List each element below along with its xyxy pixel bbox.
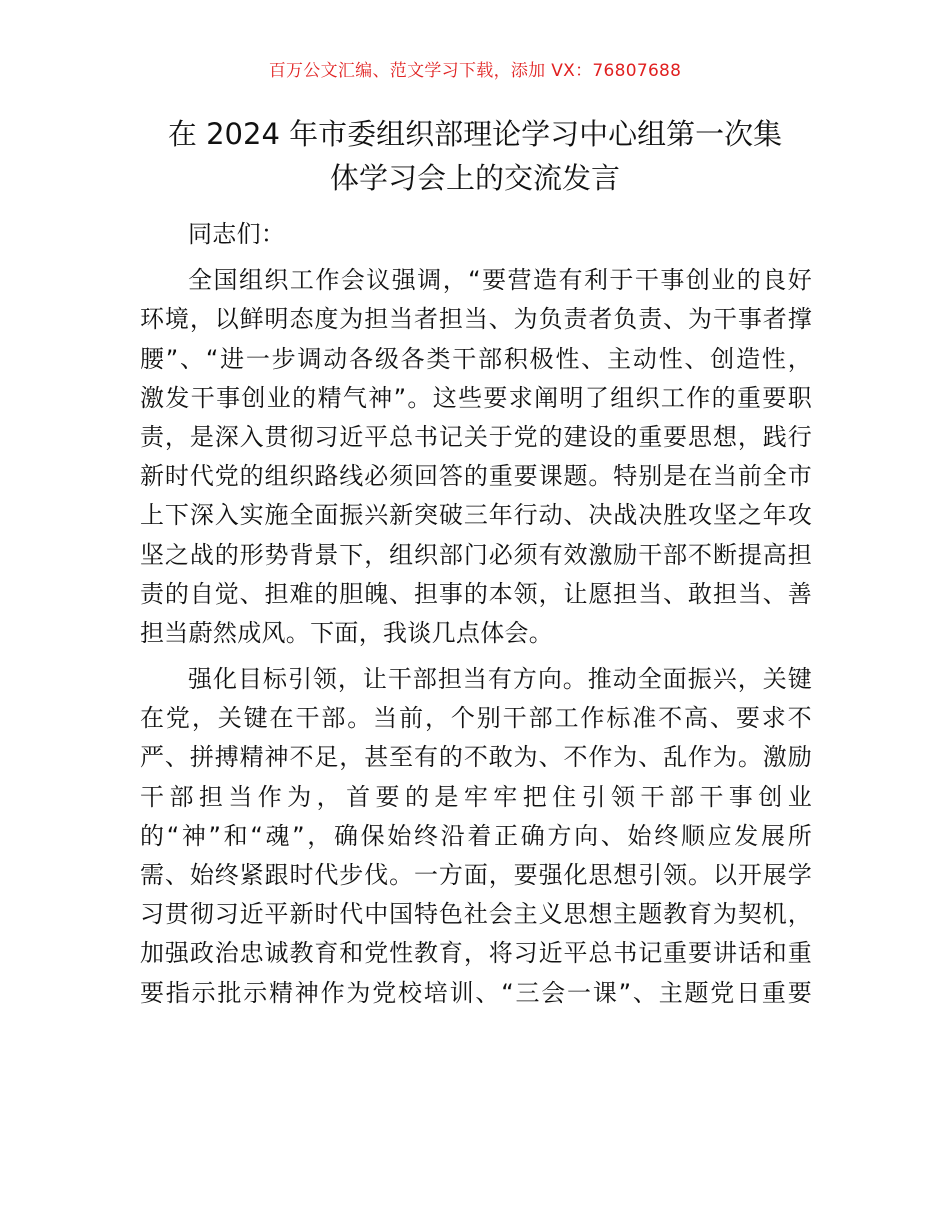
paragraph-line: 严、拼搏精神不足，甚至有的不敢为、不作为、乱作为。激励 [140, 743, 812, 772]
paragraph-line: 干部担当作为，首要的是牢牢把住引领干部干事创业 [140, 782, 812, 811]
paragraph-line: 新时代党的组织路线必须回答的重要课题。特别是在当前全市 [140, 462, 812, 491]
salutation: 同志们： [188, 220, 286, 248]
paragraph-line: 要指示批示精神作为党校培训、“三会一课”、主题党日重要 [140, 978, 812, 1007]
paragraph-line: 担当蔚然成风。下面，我谈几点体会。 [140, 618, 554, 647]
paragraph-line: 的“神”和“魂”，确保始终沿着正确方向、始终顺应发展所 [140, 821, 812, 850]
title-line-2: 体学习会上的交流发言 [329, 161, 620, 195]
paragraph-line: 坚之战的形势背景下，组织部门必须有效激励干部不断提高担 [140, 540, 812, 569]
document-title [120, 112, 830, 200]
paragraph-line: 责的自觉、担难的胆魄、担事的本领，让愿担当、敢担当、善 [140, 579, 812, 608]
paragraph-line: 需、始终紧跟时代步伐。一方面，要强化思想引领。以开展学 [140, 861, 812, 889]
title-line-1: 在 2024 年市委组织部理论学习中心组第一次集 [167, 117, 783, 151]
paragraph-line: 强化目标引领，让干部担当有方向。推动全面振兴，关键 [188, 665, 812, 694]
paragraph-line: 全国组织工作会议强调，“要营造有利于干事创业的良好 [188, 266, 812, 295]
paragraph-line: 责，是深入贯彻习近平总书记关于党的建设的重要思想，践行 [140, 422, 812, 451]
paragraph-line: 环境，以鲜明态度为担当者担当、为负责者负责、为干事者撑 [140, 305, 812, 334]
paragraph-line: 习贯彻习近平新时代中国特色社会主义思想主题教育为契机， [140, 900, 812, 929]
paragraph-line: 腰”、“进一步调动各级各类干部积极性、主动性、创造性， [140, 344, 812, 373]
paragraph-line: 激发干事创业的精气神”。这些要求阐明了组织工作的重要职 [140, 383, 812, 412]
paragraph-line: 加强政治忠诚教育和党性教育，将习近平总书记重要讲话和重 [140, 939, 812, 968]
paragraph-line: 在党，关键在干部。当前，个别干部工作标准不高、要求不 [140, 704, 812, 733]
watermark-banner: 百万公文汇编、范文学习下载，添加 VX：76807688 [268, 61, 682, 81]
document-body [140, 215, 812, 1013]
paragraph-line: 上下深入实施全面振兴新突破三年行动、决战决胜攻坚之年攻 [140, 501, 812, 530]
